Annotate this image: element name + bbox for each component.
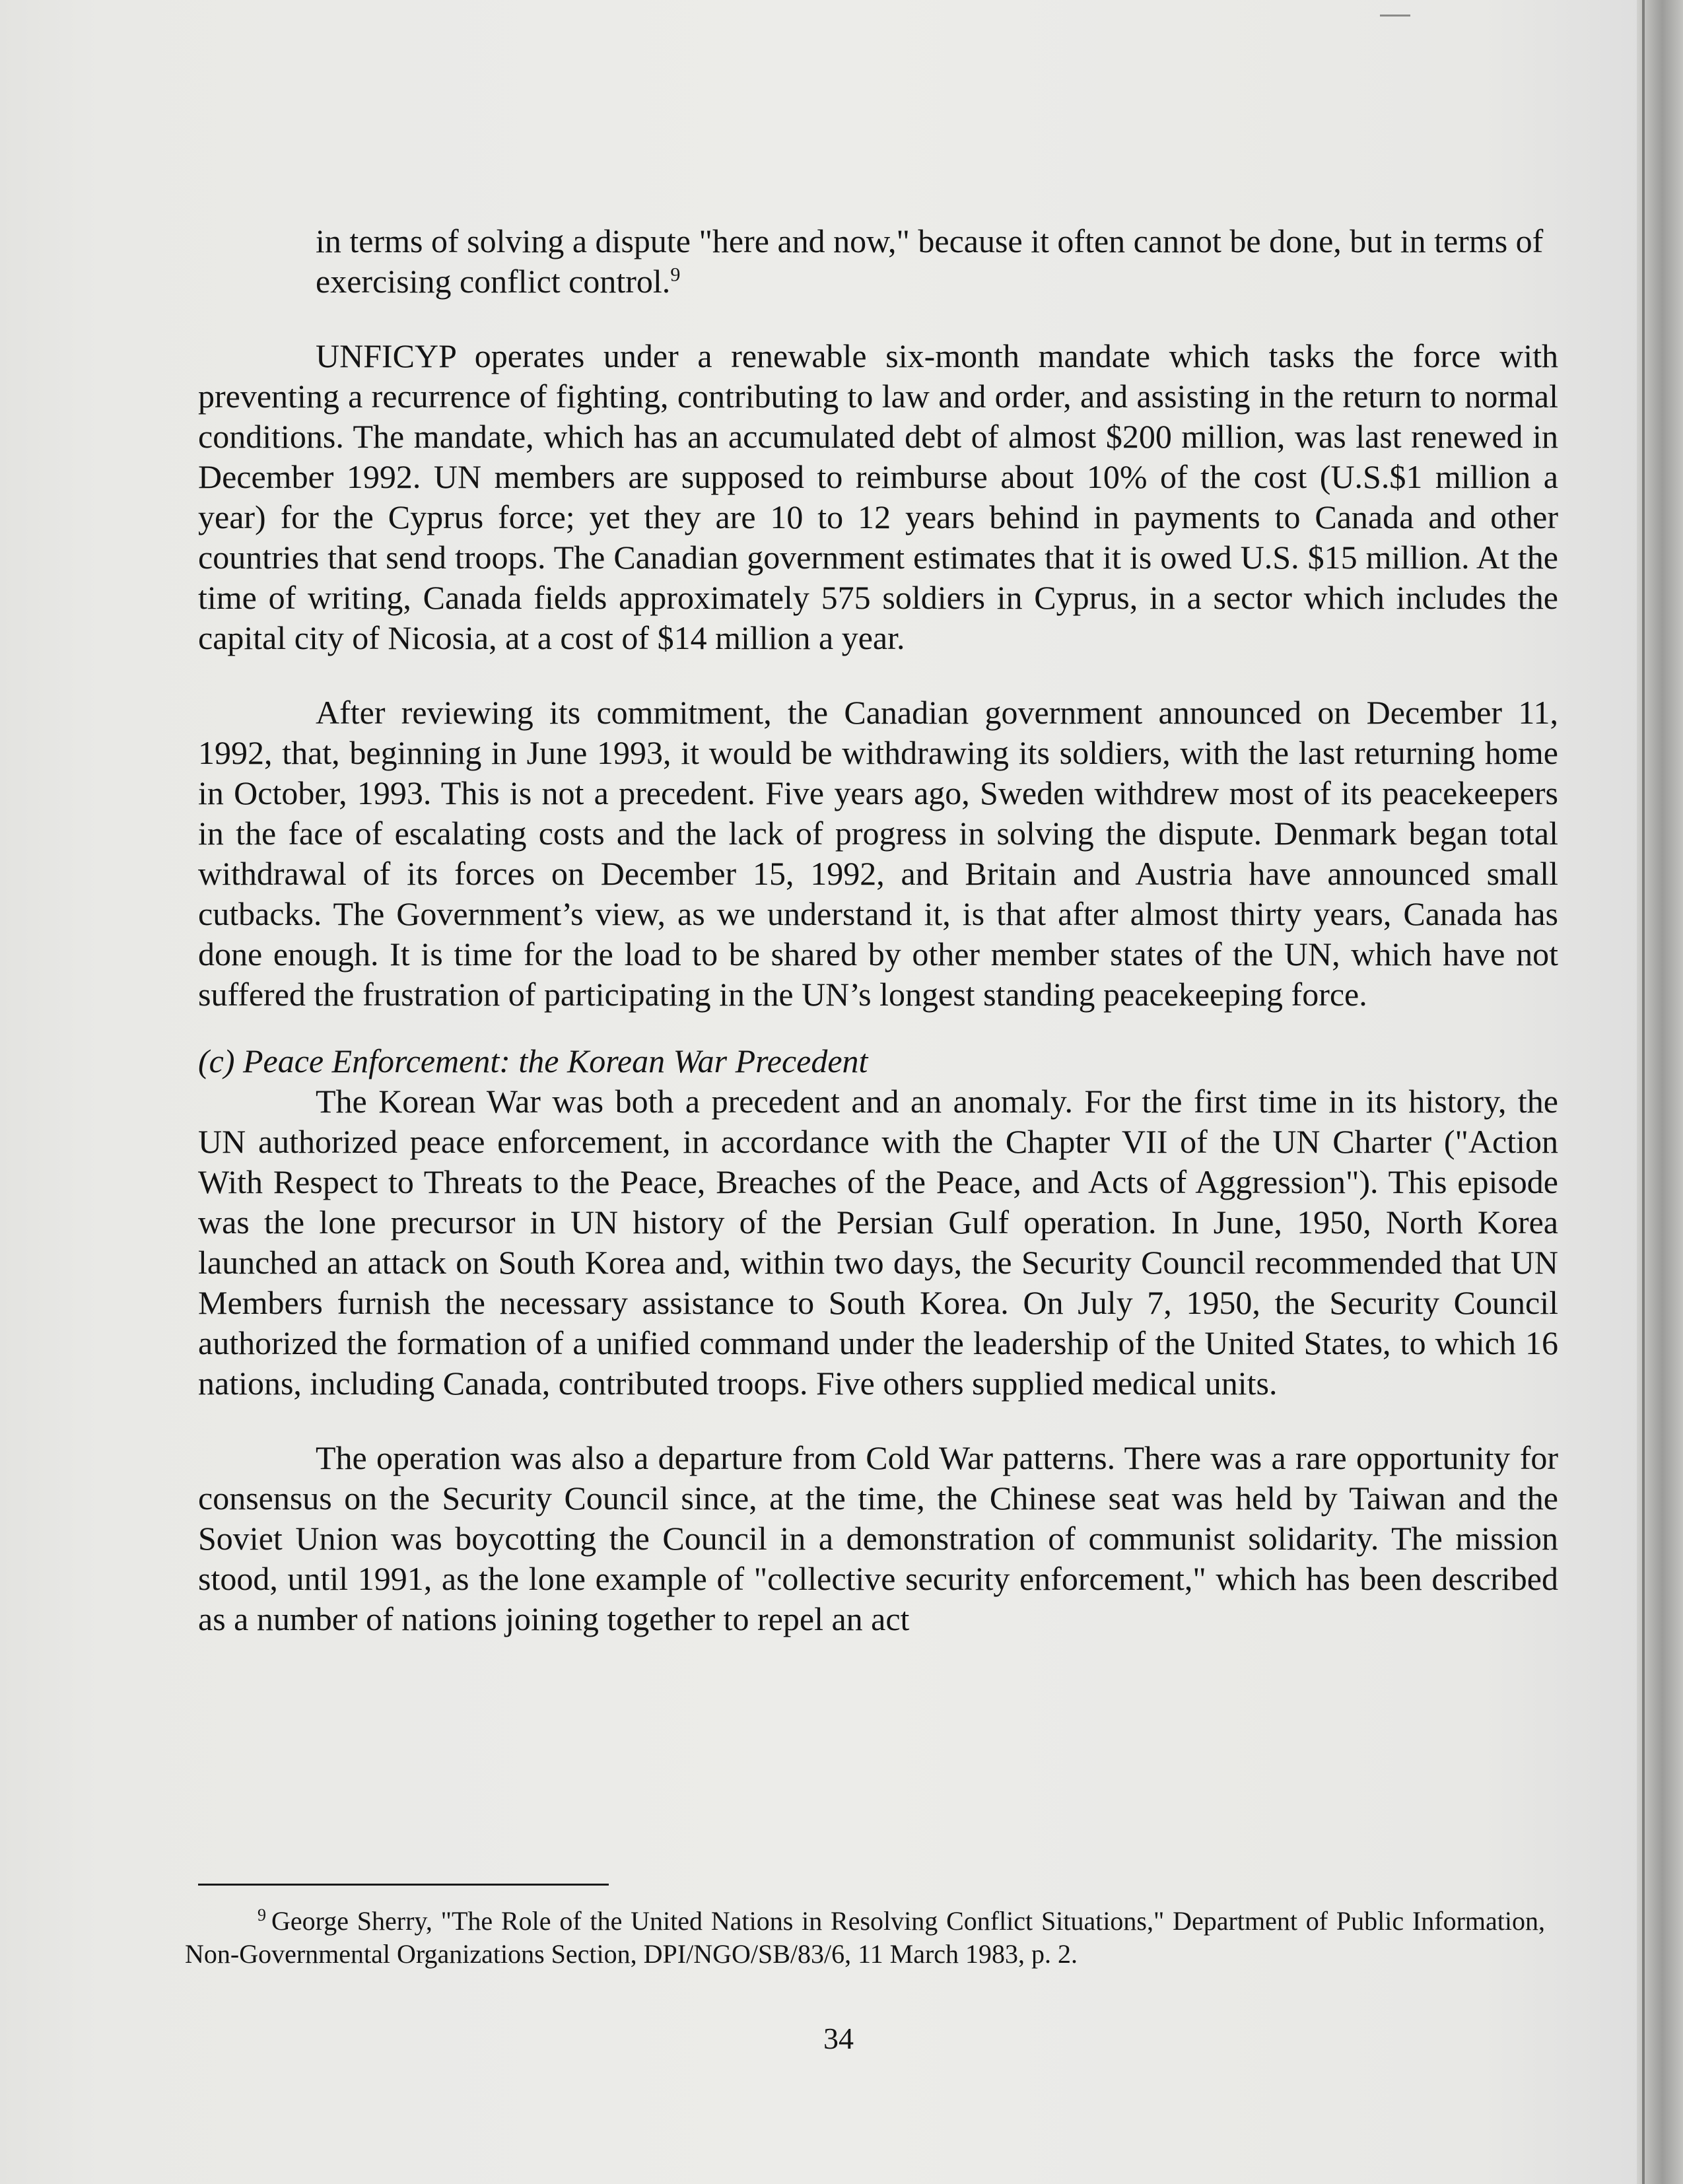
paragraph-korean-war: The Korean War was both a precedent and an anomaly. For the first time in its history, the UN authorized peace enforcement, in accordance with the Chapter VII of the UN Charter ("Action With Respect to Threats to the Peace, Breaches of the Peace, and Acts of Aggression"). This episode was the lone precursor in UN history of the Persian Gulf operation. In June, 1950, North Korea launched an attack on South Korea and, within two days, the Security Council recommended that UN Members furnish the necessary assistance to South Korea. On July 7, 1950, the Security Council authorized the formation of a unified command under the leadership of the United States, to which 16 nations, including Canada, contributed troops. Five others supplied medical units. xyxy=(198,1083,1558,1402)
page-number: 34 xyxy=(823,2022,854,2055)
footnote xyxy=(185,1905,1545,1971)
footnote-divider xyxy=(198,1884,609,1886)
body-text xyxy=(198,221,1558,1674)
paragraph-canadian-withdrawal: After reviewing its commitment, the Canadian government announced on December 11, 1992, that, beginning in June 1993, it would be withdrawing its soldiers, with the last returning home in October, 1993. This is not a precedent. Five years ago, Sweden withdrew most of its peacekeepers in the face of escalating costs and the lack of progress in solving the dispute. Denmark began total withdrawal of its forces on December 15, 1992, and Britain and Austria have announced small cutbacks. The Government’s view, as we understand it, is that after almost thirty years, Canada has done enough. It is time for the load to be shared by other member states of the UN, which have not suffered the frustration of participating in the UN’s longest standing peacekeeping force. xyxy=(198,694,1558,1013)
footnote-marker: 9 xyxy=(258,1905,266,1925)
scan-mark xyxy=(1380,15,1410,17)
binding-edge-line xyxy=(1642,0,1645,2184)
continuation-paragraph xyxy=(198,221,1558,302)
paragraph-cold-war-patterns: The operation was also a departure from Cold War patterns. There was a rare opportunity for consensus on the Security Council since, at the time, the Chinese seat was held by Taiwan and the Soviet Union was boycotting the Council in a demonstration of communist solidarity. The mission stood, until 1991, as the lone example of "collective security enforcement," which has been described as a number of nations joining together to repel an act xyxy=(198,1439,1558,1637)
section-subheading: (c) Peace Enforcement: the Korean War Precedent xyxy=(198,1042,868,1079)
footnote-reference[interactable]: 9 xyxy=(670,263,681,286)
footnote-text: George Sherry, "The Role of the United Nations in Resolving Conflict Situations," Department of Public Information, Non-Governmental Organizations Section, DPI/NGO/SB/83/6, 11 March 1983, p. 2. xyxy=(185,1906,1545,1969)
continuation-text: in terms of solving a dispute "here and now," because it often cannot be done, but in terms of exercising conflict control. xyxy=(316,222,1544,300)
paragraph-unficyp-mandate: UNFICYP operates under a renewable six-month mandate which tasks the force with preventing a recurrence of fighting, contributing to law and order, and assisting in the return to normal conditions. The mandate, which has an accumulated debt of almost $200 million, was last renewed in December 1992. UN members are supposed to reimburse about 10% of the cost (U.S.$1 million a year) for the Cyprus force; yet they are 10 to 12 years behind in payments to Canada and other countries that send troops. The Canadian government estimates that it is owed U.S. $15 million. At the time of writing, Canada fields approximately 575 soldiers in Cyprus, in a sector which includes the capital city of Nicosia, at a cost of $14 million a year. xyxy=(198,337,1558,656)
